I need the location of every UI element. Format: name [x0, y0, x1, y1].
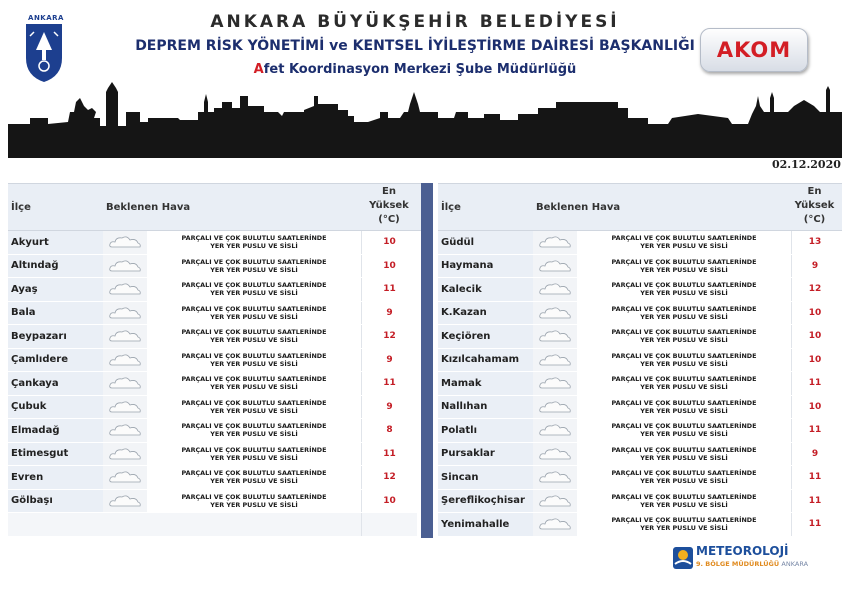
weather-condition: [577, 325, 791, 348]
meteoroloji-subtitle: [696, 560, 808, 568]
district-cell: Bala: [8, 302, 103, 325]
cloud-icon: [103, 325, 147, 348]
condition-line1: PARÇALI VE ÇOK BULUTLU SAATLERİNDE: [611, 445, 757, 454]
condition-line1: PARÇALI VE ÇOK BULUTLU SAATLERİNDE: [181, 304, 327, 313]
condition-line1: PARÇALI VE ÇOK BULUTLU SAATLERİNDE: [611, 469, 757, 478]
condition-line1: PARÇALI VE ÇOK BULUTLU SAATLERİNDE: [181, 351, 327, 360]
table-row: [438, 302, 842, 326]
condition-line2: YER YER PUSLU VE SİSLİ: [210, 289, 298, 298]
weather-cell: [103, 419, 361, 442]
table-row: [8, 255, 421, 279]
cloud-icon: [103, 419, 147, 442]
condition-line2: YER YER PUSLU VE SİSLİ: [640, 406, 728, 415]
temp-cell: 11: [791, 466, 838, 489]
meteoroloji-region: 9. BÖLGE MÜDÜRLÜĞÜ: [696, 560, 780, 568]
cloud-icon: [533, 396, 577, 419]
cloud-icon: [103, 278, 147, 301]
cloud-icon: [103, 443, 147, 466]
weather-cell: [103, 490, 361, 513]
condition-line1: PARÇALI VE ÇOK BULUTLU SAATLERİNDE: [611, 398, 757, 407]
weather-condition: [577, 490, 791, 513]
table-row: [8, 396, 421, 420]
condition-line1: PARÇALI VE ÇOK BULUTLU SAATLERİNDE: [611, 257, 757, 266]
weather-condition: [577, 466, 791, 489]
weather-condition: [577, 302, 791, 325]
temp-cell: 12: [791, 278, 838, 301]
table-divider: [421, 183, 433, 538]
condition-line1: PARÇALI VE ÇOK BULUTLU SAATLERİNDE: [611, 328, 757, 337]
report-date: 02.12.2020: [772, 158, 841, 171]
meteoroloji-name: METEOROLOJİ: [696, 544, 789, 558]
temp-cell: 11: [361, 443, 417, 466]
condition-line1: PARÇALI VE ÇOK BULUTLU SAATLERİNDE: [611, 351, 757, 360]
condition-line2: YER YER PUSLU VE SİSLİ: [210, 312, 298, 321]
condition-line2: YER YER PUSLU VE SİSLİ: [210, 453, 298, 462]
cloud-icon: [103, 396, 147, 419]
cloud-icon: [533, 443, 577, 466]
condition-line1: PARÇALI VE ÇOK BULUTLU SAATLERİNDE: [181, 422, 327, 431]
condition-line1: PARÇALI VE ÇOK BULUTLU SAATLERİNDE: [611, 492, 757, 501]
weather-cell: [533, 255, 791, 278]
weather-condition: [147, 372, 361, 395]
table-row: [438, 466, 842, 490]
table-row: [438, 396, 842, 420]
table-row: [438, 513, 842, 537]
weather-cell: [533, 372, 791, 395]
column-header-max-temp: [361, 184, 417, 230]
district-cell: Polatlı: [438, 419, 533, 442]
cloud-icon: [533, 372, 577, 395]
cloud-icon: [103, 231, 147, 254]
table-row: [8, 490, 421, 514]
condition-line2: YER YER PUSLU VE SİSLİ: [210, 406, 298, 415]
table-row: [8, 372, 421, 396]
temp-cell: 8: [361, 419, 417, 442]
temp-cell: 10: [791, 302, 838, 325]
cloud-icon: [103, 255, 147, 278]
weather-condition: [147, 231, 361, 254]
cloud-icon: [533, 278, 577, 301]
weather-cell: [533, 302, 791, 325]
temp-cell: 9: [361, 349, 417, 372]
district-cell: Haymana: [438, 255, 533, 278]
temp-cell: 10: [361, 490, 417, 513]
column-header-weather: Beklenen Hava: [106, 201, 191, 213]
district-cell: [8, 513, 103, 536]
district-cell: Çamlıdere: [8, 349, 103, 372]
district-cell: Akyurt: [8, 231, 103, 254]
cloud-icon: [103, 490, 147, 513]
temp-cell: 10: [791, 396, 838, 419]
condition-line1: PARÇALI VE ÇOK BULUTLU SAATLERİNDE: [611, 234, 757, 243]
condition-line1: PARÇALI VE ÇOK BULUTLU SAATLERİNDE: [611, 422, 757, 431]
table-body-left: [8, 231, 421, 513]
max-temp-label-line3: (°C): [803, 214, 826, 225]
condition-line2: YER YER PUSLU VE SİSLİ: [640, 430, 728, 439]
district-cell: Ayaş: [8, 278, 103, 301]
district-cell: Yenimahalle: [438, 513, 533, 536]
table-row: [438, 278, 842, 302]
district-cell: Elmadağ: [8, 419, 103, 442]
condition-line1: PARÇALI VE ÇOK BULUTLU SAATLERİNDE: [611, 375, 757, 384]
page-header: [0, 0, 850, 160]
weather-condition: [577, 513, 791, 536]
district-cell: Evren: [8, 466, 103, 489]
table-header: [438, 183, 842, 231]
weather-condition: [577, 349, 791, 372]
temp-cell: 9: [791, 443, 838, 466]
weather-cell: [103, 325, 361, 348]
temp-cell: 12: [361, 325, 417, 348]
weather-condition: [147, 466, 361, 489]
weather-cell: [103, 396, 361, 419]
max-temp-label-line1: En: [382, 186, 396, 197]
temp-cell: 13: [791, 231, 838, 254]
table-header: [8, 183, 421, 231]
condition-line1: PARÇALI VE ÇOK BULUTLU SAATLERİNDE: [181, 328, 327, 337]
cloud-icon: [533, 349, 577, 372]
cloud-icon: [103, 349, 147, 372]
district-cell: Sincan: [438, 466, 533, 489]
forecast-table-left: [8, 183, 421, 537]
temp-cell: 11: [791, 372, 838, 395]
condition-line1: PARÇALI VE ÇOK BULUTLU SAATLERİNDE: [611, 281, 757, 290]
district-cell: Şereflikoçhisar: [438, 490, 533, 513]
weather-cell: [533, 490, 791, 513]
weather-cell: [103, 513, 361, 536]
cloud-icon: [533, 490, 577, 513]
condition-line2: YER YER PUSLU VE SİSLİ: [640, 500, 728, 509]
weather-cell: [103, 255, 361, 278]
weather-condition: [147, 396, 361, 419]
table-row: [8, 231, 421, 255]
meteoroloji-logo: [672, 544, 822, 574]
condition-line2: YER YER PUSLU VE SİSLİ: [210, 500, 298, 509]
temp-cell: 10: [791, 325, 838, 348]
weather-cell: [103, 349, 361, 372]
condition-line2: YER YER PUSLU VE SİSLİ: [640, 477, 728, 486]
district-cell: Gölbaşı: [8, 490, 103, 513]
department-title: DEPREM RİSK YÖNETİMİ ve KENTSEL İYİLEŞTİRME DAİRESİ BAŞKANLIĞI: [135, 38, 695, 54]
district-cell: Etimesgut: [8, 443, 103, 466]
weather-cell: [533, 278, 791, 301]
table-row: [438, 231, 842, 255]
weather-cell: [533, 443, 791, 466]
table-row: [8, 443, 421, 467]
condition-line2: YER YER PUSLU VE SİSLİ: [640, 289, 728, 298]
temp-cell: 12: [361, 466, 417, 489]
table-row: [8, 325, 421, 349]
akom-logo: AKOM: [700, 28, 808, 72]
cloud-icon: [533, 231, 577, 254]
table-row: [438, 255, 842, 279]
max-temp-label-line1: En: [807, 186, 822, 197]
branch-title-rest: fet Koordinasyon Merkezi Şube Müdürlüğü: [263, 62, 577, 77]
weather-cell: [533, 325, 791, 348]
meteoroloji-city: ANKARA: [781, 560, 809, 568]
temp-cell: 11: [791, 513, 838, 536]
weather-cell: [103, 443, 361, 466]
condition-line2: YER YER PUSLU VE SİSLİ: [210, 359, 298, 368]
column-header-district: İlçe: [441, 201, 461, 213]
district-cell: Kızılcahamam: [438, 349, 533, 372]
condition-line2: YER YER PUSLU VE SİSLİ: [210, 265, 298, 274]
logo-caption: ANKARA: [28, 14, 64, 22]
weather-condition: [577, 255, 791, 278]
condition-line1: PARÇALI VE ÇOK BULUTLU SAATLERİNDE: [181, 492, 327, 501]
ankara-skyline-image: [8, 82, 842, 158]
weather-cell: [103, 278, 361, 301]
district-cell: Altındağ: [8, 255, 103, 278]
condition-line1: PARÇALI VE ÇOK BULUTLU SAATLERİNDE: [181, 375, 327, 384]
page-title: ANKARA BÜYÜKŞEHİR BELEDİYESİ: [210, 12, 620, 32]
weather-condition: [147, 255, 361, 278]
max-temp-label-line3: (°C): [378, 214, 400, 225]
table-row: [8, 302, 421, 326]
temp-cell: 10: [361, 255, 417, 278]
weather-cell: [533, 396, 791, 419]
weather-condition: [577, 396, 791, 419]
weather-condition: [147, 349, 361, 372]
branch-title-initial: A: [253, 62, 264, 77]
condition-line2: YER YER PUSLU VE SİSLİ: [210, 242, 298, 251]
cloud-icon: [533, 419, 577, 442]
table-row: [8, 349, 421, 373]
table-row: [438, 443, 842, 467]
weather-condition: [147, 302, 361, 325]
temp-cell: 10: [791, 349, 838, 372]
condition-line1: PARÇALI VE ÇOK BULUTLU SAATLERİNDE: [611, 516, 757, 525]
district-cell: Mamak: [438, 372, 533, 395]
condition-line2: YER YER PUSLU VE SİSLİ: [210, 336, 298, 345]
cloud-icon: [533, 302, 577, 325]
temp-cell: 11: [361, 278, 417, 301]
weather-cell: [103, 372, 361, 395]
temp-cell: 9: [361, 396, 417, 419]
district-cell: Kalecik: [438, 278, 533, 301]
weather-cell: [103, 231, 361, 254]
weather-cell: [103, 302, 361, 325]
temp-cell: [361, 513, 417, 536]
temp-cell: 11: [791, 419, 838, 442]
table-row: [438, 419, 842, 443]
condition-line2: YER YER PUSLU VE SİSLİ: [640, 242, 728, 251]
temp-cell: 9: [791, 255, 838, 278]
condition-line1: PARÇALI VE ÇOK BULUTLU SAATLERİNDE: [181, 398, 327, 407]
condition-line1: PARÇALI VE ÇOK BULUTLU SAATLERİNDE: [181, 469, 327, 478]
weather-condition: [577, 419, 791, 442]
weather-condition: [577, 443, 791, 466]
max-temp-label-line2: Yüksek: [369, 200, 409, 211]
district-cell: Keçiören: [438, 325, 533, 348]
temp-cell: 11: [791, 490, 838, 513]
column-header-district: İlçe: [11, 201, 31, 213]
condition-line2: YER YER PUSLU VE SİSLİ: [640, 359, 728, 368]
district-cell: Beypazarı: [8, 325, 103, 348]
district-cell: Çubuk: [8, 396, 103, 419]
table-row: [438, 372, 842, 396]
temp-cell: 9: [361, 302, 417, 325]
condition-line2: YER YER PUSLU VE SİSLİ: [640, 265, 728, 274]
forecast-table-right: [438, 183, 842, 537]
condition-line1: PARÇALI VE ÇOK BULUTLU SAATLERİNDE: [181, 234, 327, 243]
weather-condition: [577, 372, 791, 395]
condition-line2: YER YER PUSLU VE SİSLİ: [640, 336, 728, 345]
weather-condition: [147, 419, 361, 442]
weather-cell: [533, 349, 791, 372]
condition-line2: YER YER PUSLU VE SİSLİ: [640, 383, 728, 392]
weather-condition: [147, 278, 361, 301]
cloud-icon: [533, 255, 577, 278]
cloud-icon: [533, 466, 577, 489]
condition-line1: PARÇALI VE ÇOK BULUTLU SAATLERİNDE: [181, 445, 327, 454]
table-row: [8, 419, 421, 443]
weather-cell: [533, 231, 791, 254]
weather-condition: [147, 490, 361, 513]
weather-cell: [103, 466, 361, 489]
temp-cell: 11: [361, 372, 417, 395]
district-cell: Pursaklar: [438, 443, 533, 466]
max-temp-label-line2: Yüksek: [794, 200, 835, 211]
condition-line1: PARÇALI VE ÇOK BULUTLU SAATLERİNDE: [611, 304, 757, 313]
weather-condition: [577, 278, 791, 301]
table-row: [8, 466, 421, 490]
table-row: [438, 325, 842, 349]
table-row: [8, 278, 421, 302]
meteoroloji-emblem-icon: [672, 546, 694, 570]
cloud-icon: [533, 513, 577, 536]
district-cell: K.Kazan: [438, 302, 533, 325]
column-header-max-temp: [791, 184, 838, 230]
condition-line1: PARÇALI VE ÇOK BULUTLU SAATLERİNDE: [181, 281, 327, 290]
weather-condition: [147, 325, 361, 348]
district-cell: Güdül: [438, 231, 533, 254]
weather-condition: [147, 443, 361, 466]
table-row: [438, 349, 842, 373]
district-cell: Çankaya: [8, 372, 103, 395]
temp-cell: 10: [361, 231, 417, 254]
weather-condition: [577, 231, 791, 254]
condition-line2: YER YER PUSLU VE SİSLİ: [640, 453, 728, 462]
weather-cell: [533, 466, 791, 489]
condition-line2: YER YER PUSLU VE SİSLİ: [210, 383, 298, 392]
cloud-icon: [103, 302, 147, 325]
district-cell: Nallıhan: [438, 396, 533, 419]
cloud-icon: [103, 466, 147, 489]
condition-line1: PARÇALI VE ÇOK BULUTLU SAATLERİNDE: [181, 257, 327, 266]
table-body-right: [438, 231, 842, 537]
table-row-empty: [8, 513, 421, 537]
cloud-icon: [103, 372, 147, 395]
column-header-weather: Beklenen Hava: [536, 201, 621, 213]
weather-cell: [533, 419, 791, 442]
condition-line2: YER YER PUSLU VE SİSLİ: [210, 477, 298, 486]
condition-line2: YER YER PUSLU VE SİSLİ: [210, 430, 298, 439]
table-row: [438, 490, 842, 514]
condition-line2: YER YER PUSLU VE SİSLİ: [640, 524, 728, 533]
cloud-icon: [533, 325, 577, 348]
weather-cell: [533, 513, 791, 536]
condition-line2: YER YER PUSLU VE SİSLİ: [640, 312, 728, 321]
